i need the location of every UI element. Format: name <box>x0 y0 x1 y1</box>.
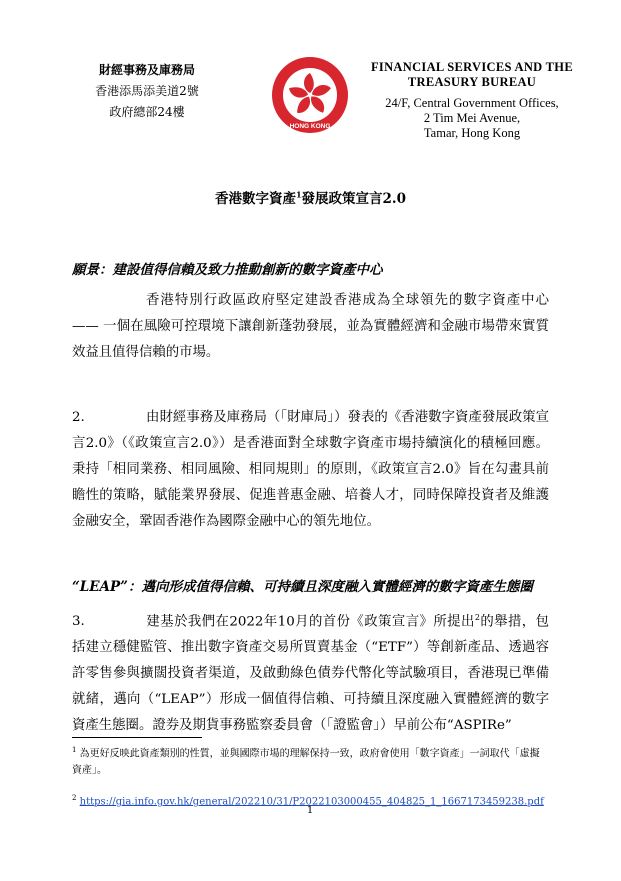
section-heading-leap: “LEAP”：邁向形成值得信賴、可持續且深度融入實體經濟的數字資產生態圈 <box>72 579 533 595</box>
zh-header <box>72 60 222 123</box>
en-address-line-1: 24/F, Central Government Offices, <box>385 96 559 110</box>
en-address-line-3: Tamar, Hong Kong <box>423 126 521 140</box>
en-bureau-line-2: TREASURY BUREAU <box>407 75 537 89</box>
footnote-divider <box>72 737 202 738</box>
footnote-1: $^1$ 為更好反映此資產類別的性質，並與國際市場的理解保持一致，政府會使用「數字資產」一詞取代「虛擬資產」。 <box>72 746 540 777</box>
paragraph-3-number: 3. <box>72 614 85 630</box>
hong-kong-emblem-icon <box>270 55 350 135</box>
paragraph-2-number: 2. <box>72 410 85 425</box>
paragraph-2: 2. 由財經事務及庫務局（「財庫局」）發表的《香港數字資產發展政策宣言2.0》（《政策宣言2.0》）是香港面對全球數字資產市場持續演化的積極回應。秉持「相同業務、相同風險、相同規則」的原則，《政策宣言2.0》旨在勾畫具前瞻性的策略，賦能業界發展、促進普惠金融、培養人才，同時保障投資者及維護金融安全，鞏固香港作為國際金融中心的領先地位。 <box>72 405 549 535</box>
footnote-2-link[interactable]: https://gia.info.gov.hk/general/202210/31/P2022103000455_404825_1_1667173459238.pdf <box>79 796 544 808</box>
paragraph-1: 香港特別行政區政府堅定建設香港成為全球領先的數字資產中心 —— 一個在風險可控環境下讓創新蓬勃發展，並為實體經濟和金融市場帶來實質效益且值得信賴的市場。 <box>72 293 549 360</box>
footnote-2: $^2$ https://gia.info.gov.hk/general/202210/31/P2022103000455_404825_1_1667173459238.pdf <box>72 794 544 808</box>
en-bureau-line-1: FINANCIAL SERVICES AND THE <box>371 60 573 74</box>
page-number: 1 <box>306 805 314 816</box>
zh-address-line-1: 香港添馬添美道2號 <box>95 84 199 98</box>
zh-bureau-name: 財經事務及庫務局 <box>98 63 195 77</box>
section-heading-vision: 願景：建設值得信賴及致力推動創新的數字資產中心 <box>72 262 383 278</box>
en-address-line-2: 2 Tim Mei Avenue, <box>423 111 521 125</box>
emblem-text: HONG KONG <box>289 123 331 130</box>
en-header <box>362 60 582 141</box>
paragraph-3: 3. 建基於我們在2022年10月的首份《政策宣言》所提出$^2$的舉措，包括建立穩健監管、推出數字資產交易所買賣基金（“ETF”）等創新產品、透過容許零售參與擴闊投資者渠道，及啟動綠色債券代幣化等試驗項目，香港現已準備就緒，邁向（“LEAP”）形成一個值得信賴、可持續且深度融入實體經濟的數字資產生態圈。證券及期貨事務監察委員會（「證監會」）早前公布“ASPIRe” <box>72 605 549 739</box>
document-title: 香港數字資產$^1$發展政策宣言2.0 <box>214 189 407 207</box>
zh-address-line-2: 政府總部24樓 <box>109 105 185 119</box>
